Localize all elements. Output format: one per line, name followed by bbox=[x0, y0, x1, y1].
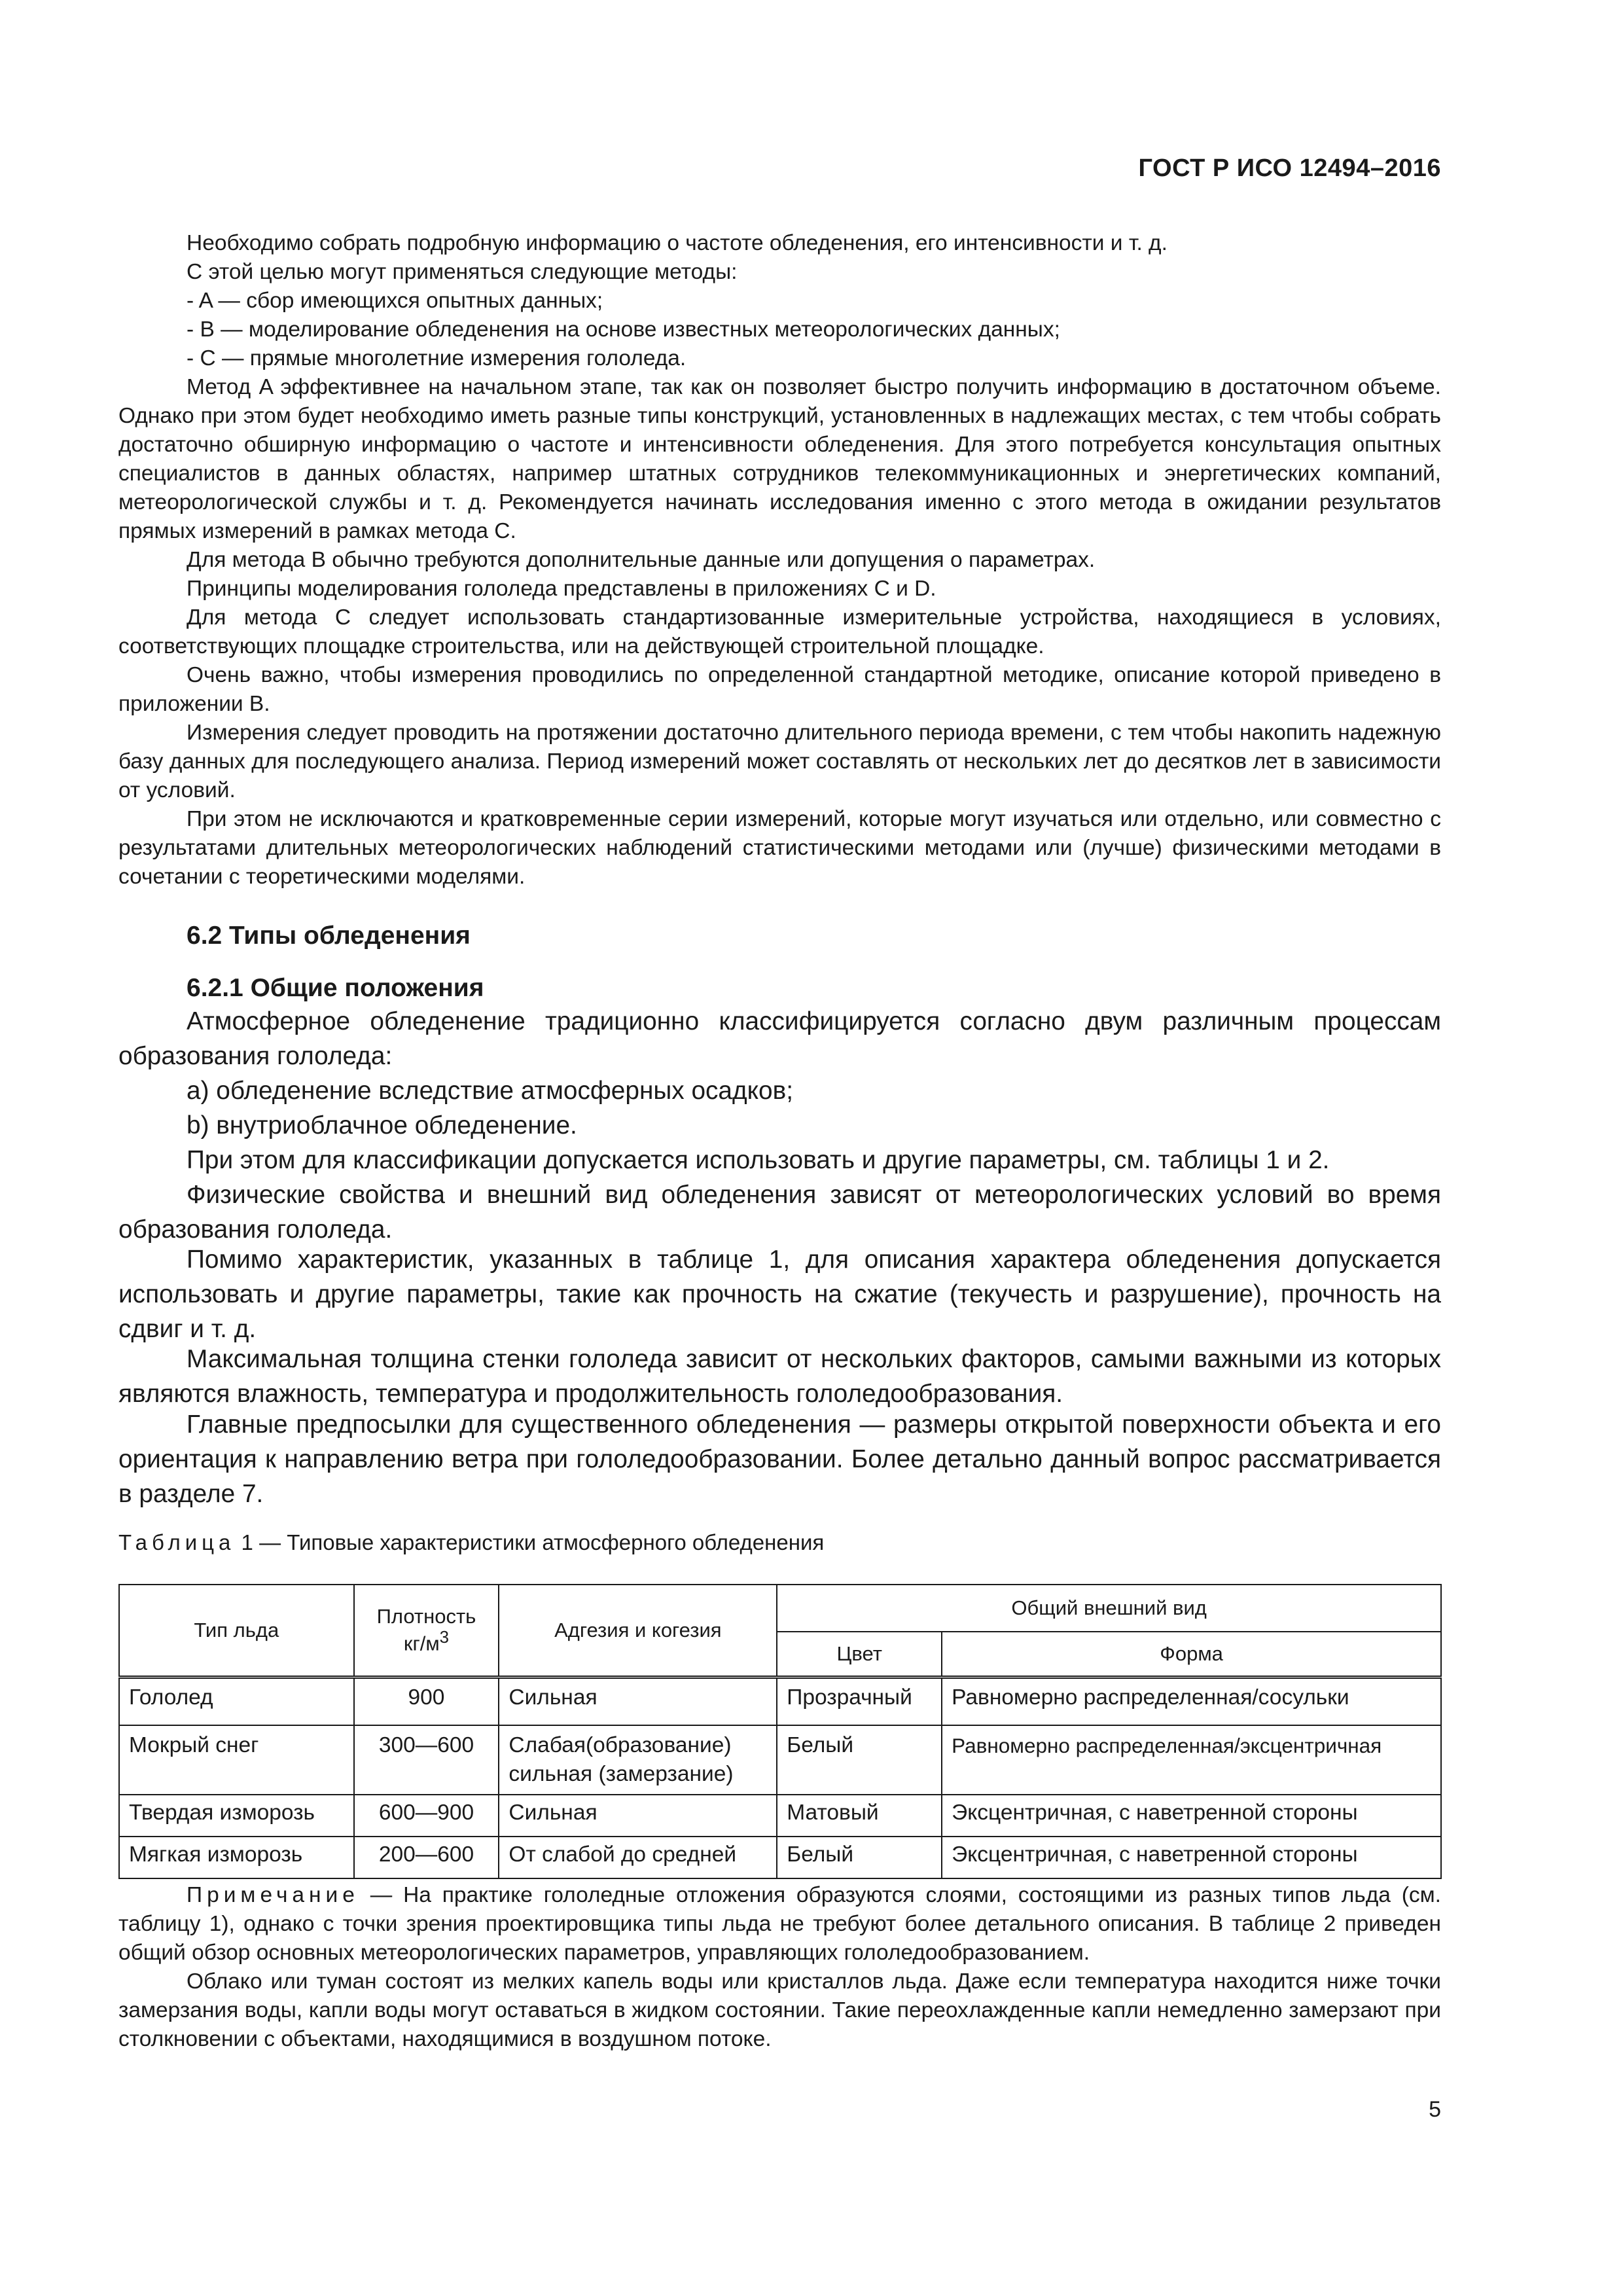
ice-characteristics-table bbox=[118, 1584, 1442, 1879]
document-code: ГОСТ Р ИСО 12494–2016 bbox=[1138, 154, 1441, 182]
cell-density: 300—600 bbox=[354, 1725, 499, 1795]
table-row bbox=[119, 1837, 1441, 1878]
cell-density: 900 bbox=[354, 1677, 499, 1726]
cell-shape: Равномерно распределенная/сосульки bbox=[942, 1677, 1441, 1726]
column-header-appearance: Общий внешний вид bbox=[777, 1585, 1441, 1632]
paragraph: Для метода B обычно требуются дополнительные данные или допущения о параметрах. bbox=[187, 548, 1096, 572]
paragraph: Принципы моделирования гололеда представлены в приложениях C и D. bbox=[187, 577, 936, 601]
cell-shape: Эксцентричная, с наветренной стороны bbox=[942, 1795, 1441, 1837]
cell-type: Мокрый снег bbox=[119, 1725, 354, 1795]
list-item: a) обледенение вследствие атмосферных осадков; bbox=[187, 1077, 794, 1105]
paragraph: Метод A эффективнее на начальном этапе, так как он позволяет быстро получить информацию в достаточном объеме. Однако при этом будет необходимо иметь разные типы конструкций, установленных в надлежащих местах, с тем чтобы собрать достаточно обширную информацию о частоте и интенсивности обледенения. Для этого потребуется консультация опытных специалистов в данных областях, например штатных сотрудников телекоммуникационных и энергетических компаний, метеорологической службы и т. д. Рекомендуется начинать исследования именно с этого метода в ожидании результатов прямых измерений в рамках метода C. bbox=[118, 375, 1441, 543]
note-label: Примечание bbox=[187, 1883, 359, 1907]
density-unit: кг/м bbox=[403, 1632, 440, 1655]
cell-shape: Эксцентричная, с наветренной стороны bbox=[942, 1837, 1441, 1878]
column-header-type: Тип льда bbox=[119, 1585, 354, 1677]
paragraph: Необходимо собрать подробную информацию о частоте обледенения, его интенсивности и т. д. bbox=[187, 231, 1168, 255]
table-caption-label: Таблица bbox=[118, 1530, 236, 1554]
paragraph: Главные предпосылки для существенного обледенения — размеры открытой поверхности объекта и его ориентация к направлению ветра при гололедообразовании. Более детально данный вопрос рассматривается в разделе 7. bbox=[118, 1410, 1441, 1508]
paragraph: Максимальная толщина стенки гололеда зависит от нескольких факторов, самыми важными из которых являются влажность, температура и продолжительность гололедообразования. bbox=[118, 1345, 1441, 1408]
cell-color: Белый bbox=[777, 1837, 942, 1878]
paragraph: Помимо характеристик, указанных в таблице 1, для описания характера обледенения допускается использовать и другие параметры, такие как прочность на сжатие (текучесть и разрушение), прочность на сдвиг и т. д. bbox=[118, 1246, 1441, 1343]
cell-type: Мягкая изморозь bbox=[119, 1837, 354, 1878]
paragraph: С этой целью могут применяться следующие методы: bbox=[187, 260, 738, 284]
list-item: - C — прямые многолетние измерения гололеда. bbox=[187, 346, 687, 370]
table-header-row bbox=[119, 1585, 1441, 1632]
page-number: 5 bbox=[1429, 2097, 1441, 2122]
cell-type: Гололед bbox=[119, 1677, 354, 1726]
cell-adhesion-line: сильная (замерзание) bbox=[508, 1762, 734, 1786]
cell-shape: Равномерно распределенная/эксцентричная bbox=[942, 1725, 1441, 1795]
paragraph: Измерения следует проводить на протяжении достаточно длительного периода времени, с тем чтобы накопить надежную базу данных для последующего анализа. Период измерений может составлять от нескольких лет до десятков лет в зависимости от условий. bbox=[118, 721, 1441, 802]
list-item: - A — сбор имеющихся опытных данных; bbox=[187, 289, 603, 313]
paragraph: При этом для классификации допускается использовать и другие параметры, см. таблицы 1 и 2. bbox=[187, 1146, 1330, 1174]
paragraph: Очень важно, чтобы измерения проводились по определенной стандартной методике, описание которой приведено в приложении B. bbox=[118, 663, 1441, 716]
cell-density: 600—900 bbox=[354, 1795, 499, 1837]
cell-adhesion: Сильная bbox=[499, 1795, 777, 1837]
subsection-heading: 6.2.1 Общие положения bbox=[187, 974, 484, 1002]
section-heading: 6.2 Типы обледенения bbox=[187, 922, 471, 950]
density-label: Плотность bbox=[376, 1605, 476, 1628]
table-row bbox=[119, 1677, 1441, 1726]
table-caption bbox=[118, 1530, 824, 1555]
cell-adhesion bbox=[499, 1725, 777, 1795]
column-header-shape: Форма bbox=[942, 1632, 1441, 1677]
cell-adhesion-line: Слабая(образование) bbox=[508, 1733, 732, 1757]
cell-color: Матовый bbox=[777, 1795, 942, 1837]
density-unit-exponent: 3 bbox=[439, 1628, 450, 1647]
column-header-color: Цвет bbox=[777, 1632, 942, 1677]
paragraph: Атмосферное обледенение традиционно классифицируется согласно двум различным процессам образования гололеда: bbox=[118, 1007, 1441, 1070]
cell-type: Твердая изморозь bbox=[119, 1795, 354, 1837]
paragraph: Облако или туман состоят из мелких капель воды или кристаллов льда. Даже если температура находится ниже точки замерзания воды, капли воды могут оставаться в жидком состоянии. Такие переохлажденные капли немедленно замерзают при столкновении с объектами, находящимися в воздушном потоке. bbox=[118, 1969, 1441, 2051]
cell-adhesion: От слабой до средней bbox=[499, 1837, 777, 1878]
table-row bbox=[119, 1795, 1441, 1837]
cell-adhesion: Сильная bbox=[499, 1677, 777, 1726]
table-row bbox=[119, 1725, 1441, 1795]
column-header-density bbox=[354, 1585, 499, 1677]
cell-color: Прозрачный bbox=[777, 1677, 942, 1726]
paragraph: Для метода C следует использовать стандартизованные измерительные устройства, находящиеся в условиях, соответствующих площадке строительства, или на действующей строительной площадке. bbox=[118, 605, 1441, 658]
cell-color: Белый bbox=[777, 1725, 942, 1795]
table-caption-title: 1 — Типовые характеристики атмосферного обледенения bbox=[235, 1530, 825, 1554]
paragraph: Физические свойства и внешний вид обледенения зависят от метеорологических условий во время образования гололеда. bbox=[118, 1181, 1441, 1244]
note-text: — На практике гололедные отложения образуются слоями, состоящими из разных типов льда (см. таблицу 1), однако с точки зрения проектировщика типы льда не требуют более детального описания. В таблице 2 приведен общий обзор основных метеорологических параметров, управляющих гололедообразованием. bbox=[118, 1883, 1441, 1965]
cell-density: 200—600 bbox=[354, 1837, 499, 1878]
paragraph: При этом не исключаются и кратковременные серии измерений, которые могут изучаться или отдельно, или совместно с результатами длительных метеорологических наблюдений статистическими методами или (лучше) физическими методами в сочетании с теоретическими моделями. bbox=[118, 807, 1441, 889]
list-item: b) внутриоблачное обледенение. bbox=[187, 1111, 577, 1139]
column-header-adhesion: Адгезия и когезия bbox=[499, 1585, 777, 1677]
list-item: - B — моделирование обледенения на основе известных метеорологических данных; bbox=[187, 317, 1060, 342]
table-note bbox=[118, 1881, 1441, 1967]
